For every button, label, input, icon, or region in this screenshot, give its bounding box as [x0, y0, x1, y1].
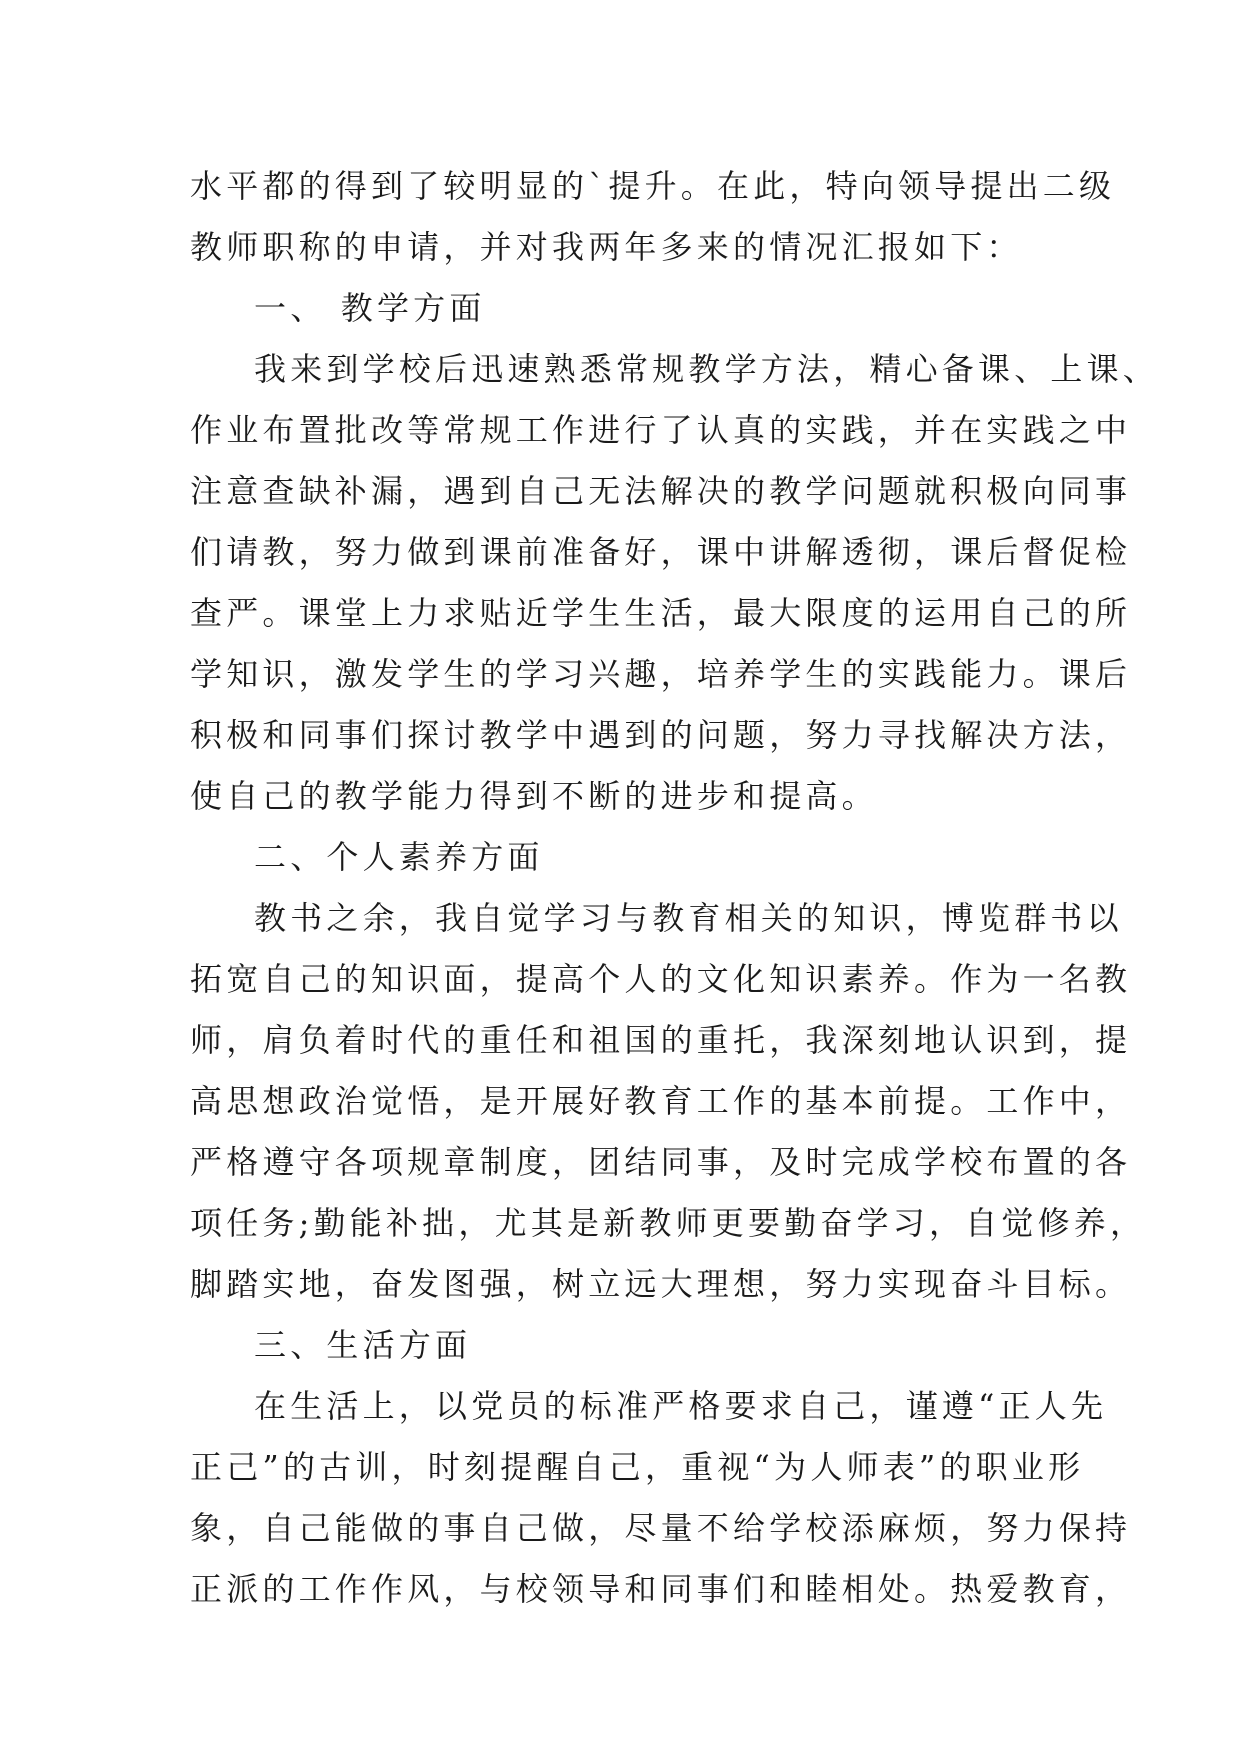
- text-line: 们请教，努力做到课前准备好，课中讲解透彻，课后督促检: [190, 533, 1132, 571]
- text-line: 作业布置批改等常规工作进行了认真的实践，并在实践之中: [190, 411, 1132, 449]
- text-line: 我来到学校后迅速熟悉常规教学方法，精心备课、上课、: [254, 350, 1160, 388]
- text-line: 水平都的得到了较明显的`提升。在此，特向领导提出二级: [190, 167, 1116, 205]
- text-line: 高思想政治觉悟，是开展好教育工作的基本前提。工作中，: [190, 1082, 1132, 1120]
- text-line: 使自己的教学能力得到不断的进步和提高。: [190, 777, 878, 815]
- text-line: 在生活上，以党员的标准严格要求自己，谨遵“正人先: [254, 1387, 1108, 1425]
- text-line: 象，自己能做的事自己做，尽量不给学校添麻烦，努力保持: [190, 1509, 1132, 1547]
- text-line: 项任务;勤能补拙，尤其是新教师更要勤奋学习，自觉修养，: [190, 1204, 1147, 1242]
- text-line: 正派的工作作风，与校领导和同事们和睦相处。热爱教育，: [190, 1570, 1132, 1608]
- text-line: 学知识，激发学生的学习兴趣，培养学生的实践能力。课后: [190, 655, 1132, 693]
- text-line: 教书之余，我自觉学习与教育相关的知识，博览群书以: [254, 899, 1123, 937]
- text-line: 积极和同事们探讨教学中遇到的问题，努力寻找解决方法，: [190, 716, 1132, 754]
- section-heading-personal: 二、个人素养方面: [254, 838, 544, 876]
- text-line: 正己”的古训，时刻提醒自己，重视“为人师表”的职业形: [190, 1448, 1085, 1486]
- text-line: 查严。课堂上力求贴近学生生活，最大限度的运用自己的所: [190, 594, 1132, 632]
- text-line: 师，肩负着时代的重任和祖国的重托，我深刻地认识到，提: [190, 1021, 1132, 1059]
- text-line: 拓宽自己的知识面，提高个人的文化知识素养。作为一名教: [190, 960, 1132, 998]
- section-heading-teaching: 一、 教学方面: [254, 289, 486, 327]
- section-heading-life: 三、生活方面: [254, 1326, 472, 1364]
- text-line: 教师职称的申请，并对我两年多来的情况汇报如下：: [190, 228, 1023, 266]
- text-line: 严格遵守各项规章制度，团结同事，及时完成学校布置的各: [190, 1143, 1132, 1181]
- text-line: 注意查缺补漏，遇到自己无法解决的教学问题就积极向同事: [190, 472, 1132, 510]
- text-line: 脚踏实地，奋发图强，树立远大理想，努力实现奋斗目标。: [190, 1265, 1132, 1303]
